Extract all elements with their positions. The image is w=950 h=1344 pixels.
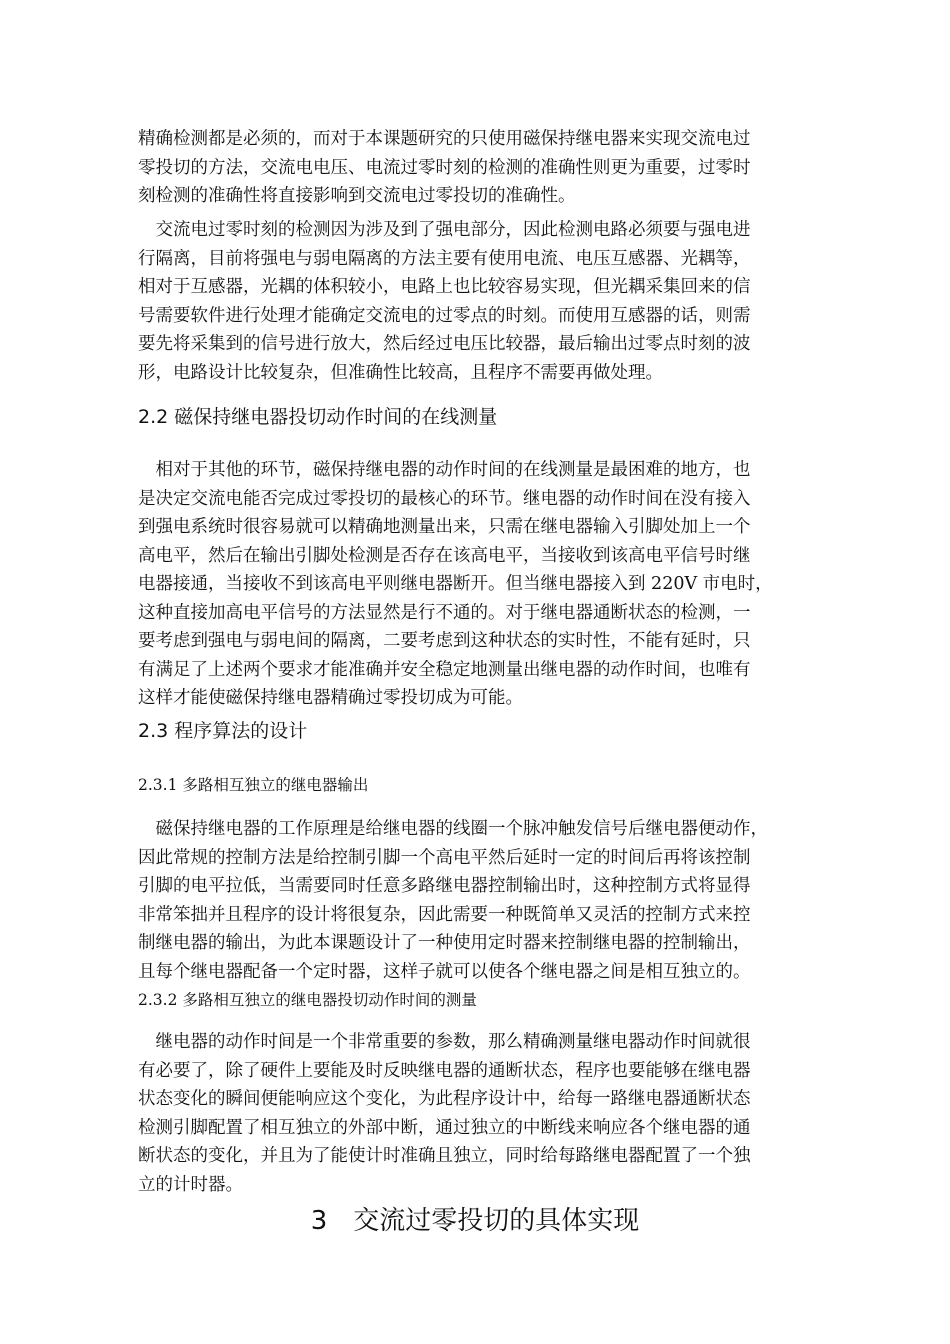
section-heading-2-3: 2.3 程序算法的设计 [138,720,308,742]
paragraph-online-measurement [138,456,818,713]
text-line: 电器接通，当接收不到该高电平则继电器断开。但当继电器接入到 220V 市电时， [138,574,773,594]
text-line: 检测引脚配置了相互独立的外部中断，通过独立的中断线来响应各个继电器的通 [138,1117,751,1138]
text-line: 磁保持继电器的工作原理是给继电器的线圈一个脉冲触发信号后继电器便动作， [138,819,768,839]
text-line: 到强电系统时很容易就可以精确地测量出来，只需在继电器输入引脚处加上一个 [138,517,751,537]
text-line: 相对于其他的环节，磁保持继电器的动作时间的在线测量是最困难的地方，也 [138,460,751,480]
text-line: 这样才能使磁保持继电器精确过零投切成为可能。 [138,688,523,708]
subsection-heading-2-3-2: 2.3.2 多路相互独立的继电器投切动作时间的测量 [138,991,477,1009]
text-line: 非常笨拙并且程序的设计将很复杂，因此需要一种既简单又灵活的控制方式来控 [138,904,751,925]
text-line: 且每个继电器配备一个定时器，这样子就可以使各个继电器之间是相互独立的。 [138,961,751,982]
text-line: 行隔离，目前将强电与弱电隔离的方法主要有使用电流、电压互感器、光耦等， [138,248,751,269]
text-line: 断状态的变化，并且为了能使计时准确且独立，同时给每路继电器配置了一个独 [138,1146,751,1166]
text-line: 交流电过零时刻的检测因为涉及到了强电部分，因此检测电路必须要与强电进 [138,220,751,240]
text-line: 有必要了，除了硬件上要能及时反映继电器的通断状态，程序也要能够在继电器 [138,1060,751,1081]
text-line: 继电器的动作时间是一个非常重要的参数，那么精确测量继电器动作时间就很 [138,1032,751,1052]
text-line: 状态变化的瞬间便能响应这个变化，为此程序设计中，给每一路继电器通断状态 [138,1089,751,1109]
text-line: 刻检测的准确性将直接影响到交流电过零投切的准确性。 [138,186,576,206]
text-line: 要先将采集到的信号进行放大，然后经过电压比较器，最后输出过零点时刻的波 [138,334,751,354]
text-line: 相对于互感器，光耦的体积较小，电路上也比较容易实现，但光耦采集回来的信 [138,277,751,297]
section-heading-2-2: 2.2 磁保持继电器投切动作时间的在线测量 [138,406,498,428]
text-line: 形，电路设计比较复杂，但准确性比较高，且程序不需要再做处理。 [138,362,663,383]
text-line: 号需要软件进行处理才能确定交流电的过零点的时刻。而使用互感器的话，则需 [138,305,751,326]
paragraph-relay-output [138,815,818,986]
text-line: 制继电器的输出，为此本课题设计了一种使用定时器来控制继电器的控制输出， [138,933,751,953]
text-line: 立的计时器。 [138,1174,243,1195]
text-line: 因此常规的控制方法是给控制引脚一个高电平然后延时一定的时间后再将该控制 [138,847,751,868]
text-line: 要考虑到强电与弱电间的隔离，二要考虑到这种状态的实时性，不能有延时，只 [138,631,751,651]
text-line: 高电平，然后在输出引脚处检测是否存在该高电平，当接收到该高电平信号时继 [138,545,751,566]
text-line: 零投切的方法，交流电电压、电流过零时刻的检测的准确性则更为重要，过零时 [138,157,751,178]
subsection-heading-2-3-1: 2.3.1 多路相互独立的继电器输出 [138,776,369,794]
text-line: 有满足了上述两个要求才能准确并安全稳定地测量出继电器的动作时间，也唯有 [138,659,751,680]
text-line: 这种直接加高电平信号的方法显然是行不通的。对于继电器通断状态的检测，一 [138,602,751,623]
paragraph-zero-crossing-detection [138,216,818,387]
text-line: 引脚的电平拉低，当需要同时任意多路继电器控制输出时，这种控制方式将显得 [138,876,751,896]
text-line: 精确检测都是必须的，而对于本课题研究的只使用磁保持继电器来实现交流电过 [138,129,751,149]
paragraph-action-time-measurement [138,1028,818,1199]
chapter-heading-3: 3 交流过零投切的具体实现 [310,1206,640,1236]
paragraph-intro [138,125,818,211]
text-line: 是决定交流电能否完成过零投切的最核心的环节。继电器的动作时间在没有接入 [138,488,751,509]
